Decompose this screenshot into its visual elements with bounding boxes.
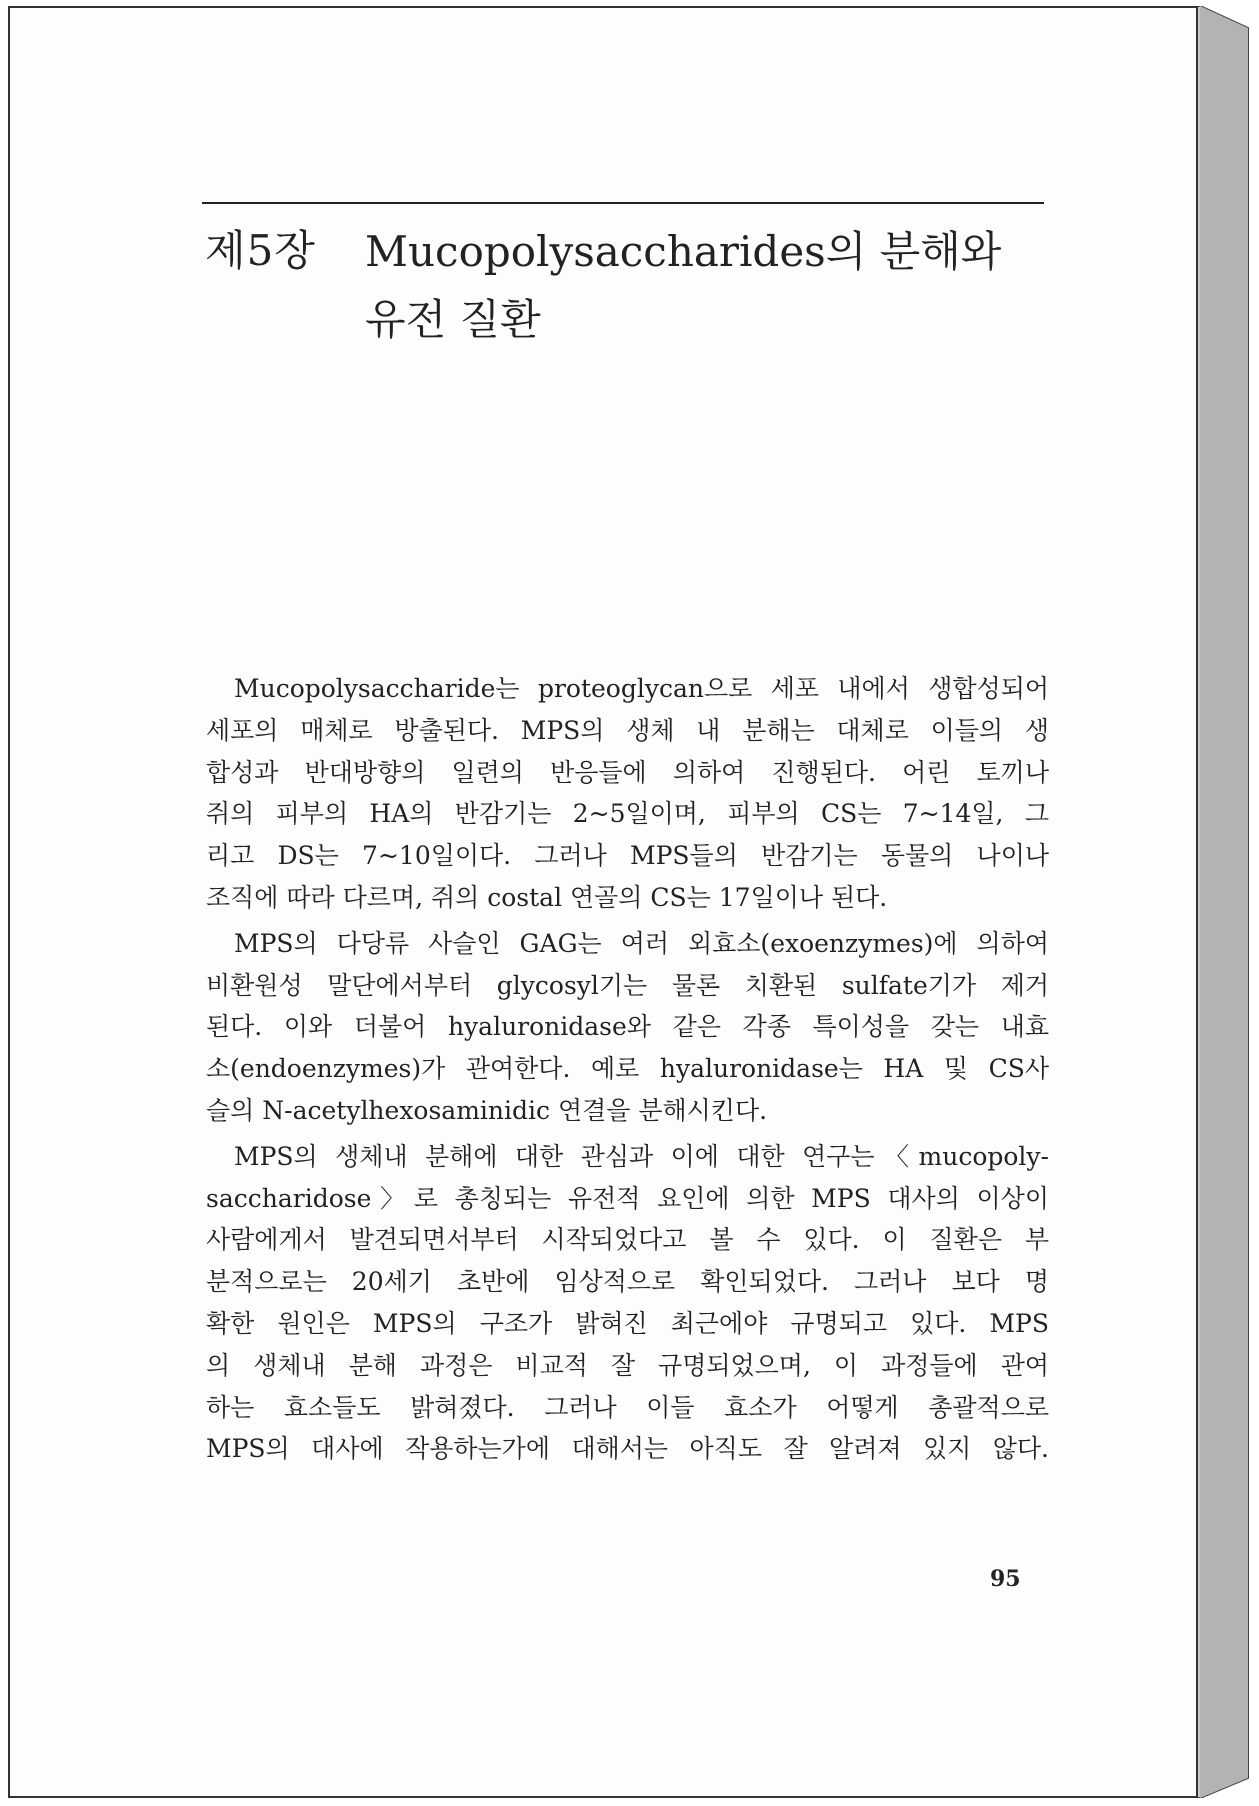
chapter-title-line-2: 유전 질환	[365, 295, 541, 344]
paragraph-line: 확한 원인은 MPS의 구조가 밝혀진 최근에야 규명되고 있다. MPS	[206, 1308, 1049, 1338]
paragraph-line: 사람에게서 발견되면서부터 시작되었다고 볼 수 있다. 이 질환은 부	[206, 1225, 1049, 1255]
paragraph-3	[206, 1136, 1049, 1470]
paragraph-line: saccharidose〉로 총칭되는 유전적 요인에 의한 MPS 대사의 이상이	[206, 1183, 1049, 1213]
page-edge-shadow	[1196, 6, 1254, 1798]
paragraph-line: 세포의 매체로 방출된다. MPS의 생체 내 분해는 대체로 이들의 생	[206, 715, 1049, 745]
page-number: 95	[990, 1566, 1021, 1592]
paragraph-line: 슬의 N-acetylhexosaminidic 연결을 분해시킨다.	[206, 1095, 768, 1125]
chapter-title-line-1: Mucopolysaccharides의 분해와	[365, 227, 1002, 276]
paragraph-line: 소(endoenzymes)가 관여한다. 예로 hyaluronidase는 HA 및 CS사	[206, 1054, 1049, 1084]
chapter-number-label: 제5장	[205, 226, 316, 275]
paragraph-2	[206, 923, 1049, 1132]
chapter-heading-rule	[202, 202, 1044, 204]
paragraph-line: 의 생체내 분해 과정은 비교적 잘 규명되었으며, 이 과정들에 관여	[206, 1350, 1049, 1380]
paragraph-line: MPS의 생체내 분해에 대한 관심과 이에 대한 연구는〈mucopoly-	[234, 1141, 1049, 1171]
paragraph-line: MPS의 대사에 작용하는가에 대해서는 아직도 잘 알려져 있지 않다.	[206, 1434, 1049, 1464]
paragraph-line: 하는 효소들도 밝혀졌다. 그러나 이들 효소가 어떻게 총괄적으로	[206, 1392, 1049, 1422]
paragraph-line: 쥐의 피부의 HA의 반감기는 2~5일이며, 피부의 CS는 7~14일, 그	[206, 799, 1049, 829]
paragraph-line: 리고 DS는 7~10일이다. 그러나 MPS들의 반감기는 동물의 나이나	[206, 841, 1049, 871]
paragraph-line: 합성과 반대방향의 일련의 반응들에 의하여 진행된다. 어린 토끼나	[206, 757, 1049, 787]
paragraph-line: 분적으로는 20세기 초반에 임상적으로 확인되었다. 그러나 보다 명	[206, 1267, 1049, 1297]
paragraph-line: MPS의 다당류 사슬인 GAG는 여러 외효소(exoenzymes)에 의하여	[234, 928, 1049, 958]
paragraph-line: 비환원성 말단에서부터 glycosyl기는 물론 치환된 sulfate기가 제거	[206, 970, 1049, 1000]
body-text	[206, 668, 1049, 1470]
chapter-title	[365, 218, 1045, 354]
paragraph-line: 조직에 따라 다르며, 쥐의 costal 연골의 CS는 17일이나 된다.	[206, 882, 888, 912]
paragraph-1	[206, 668, 1049, 919]
paragraph-line: Mucopolysaccharide는 proteoglycan으로 세포 내에서 생합성되어	[234, 674, 1049, 703]
paragraph-line: 된다. 이와 더불어 hyaluronidase와 같은 각종 특이성을 갖는 내효	[206, 1012, 1049, 1042]
